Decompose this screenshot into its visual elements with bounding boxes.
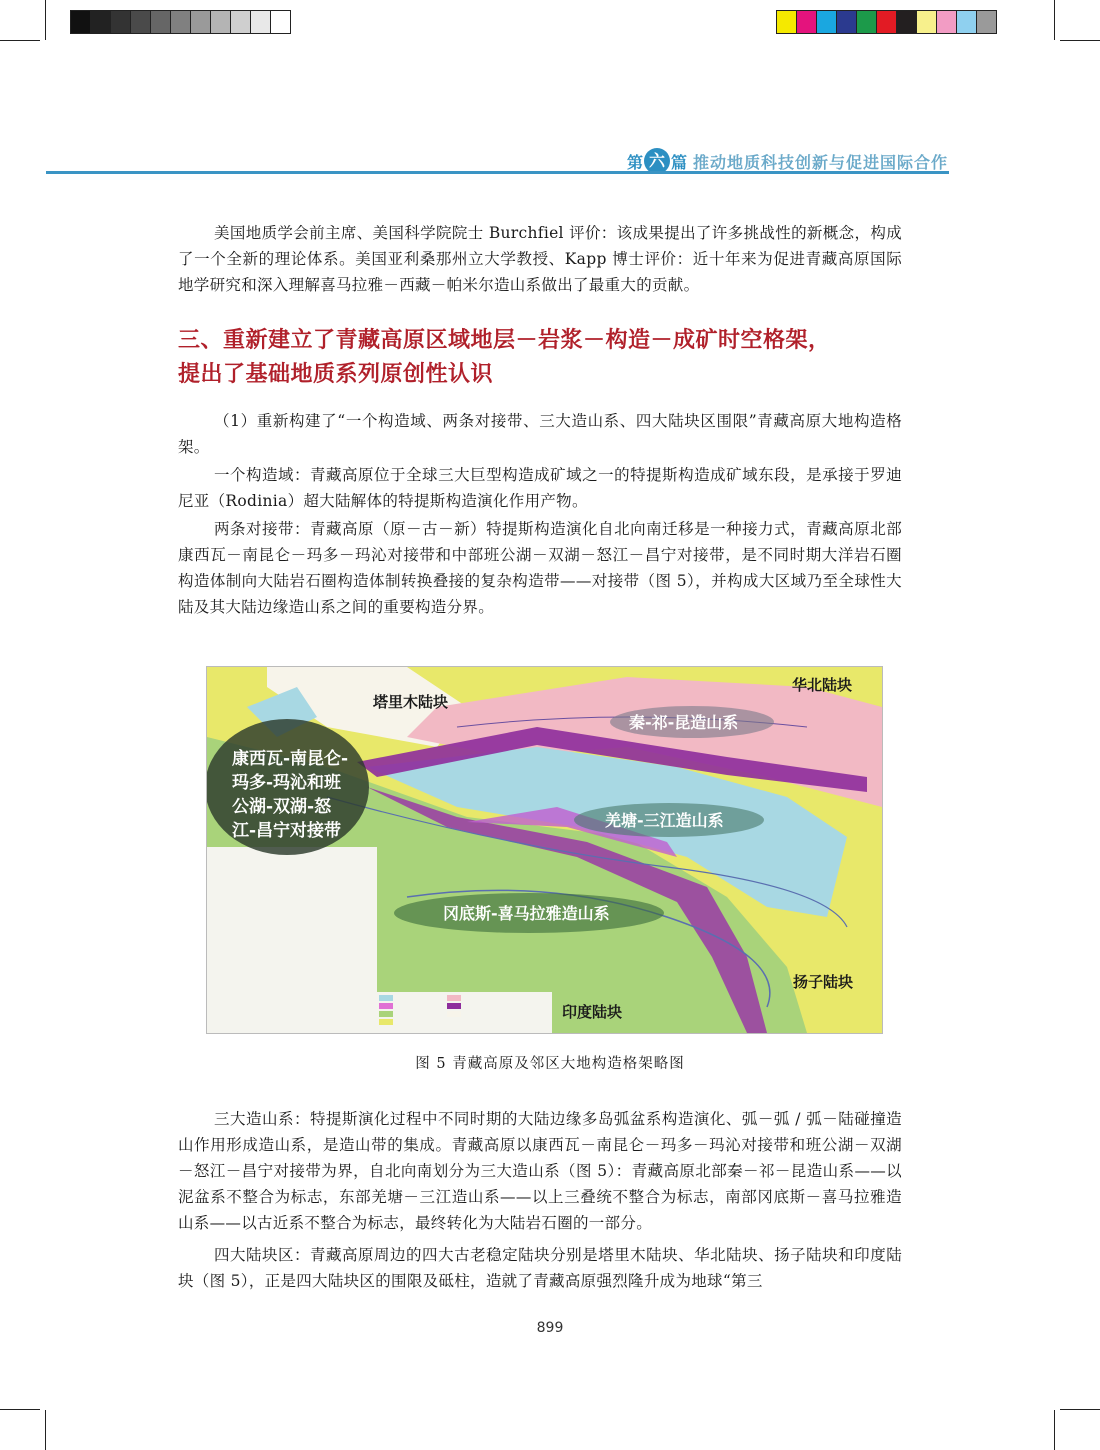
- tectonic-map: [207, 667, 882, 1033]
- crop-mark-tl-v: [45, 0, 46, 40]
- paragraph-framework: （1）重新构建了“一个构造域、两条对接带、三大造山系、四大陆块区围限”青藏高原大地构造格架。: [178, 412, 902, 456]
- tectonic-map-figure: [206, 666, 883, 1034]
- crop-mark-tr-h: [1060, 40, 1100, 41]
- map-legend-left: [207, 847, 377, 1033]
- crop-mark-br-v: [1054, 1410, 1055, 1450]
- section-heading-line1: 三、重新建立了青藏高原区域地层－岩浆－构造－成矿时空格架，: [178, 328, 831, 353]
- crop-mark-tl-h: [0, 40, 40, 41]
- label-suture-line2: 玛多-玛沁和班: [232, 773, 342, 793]
- paragraph-blocks: 四大陆块区：青藏高原周边的四大古老稳定陆块分别是塔里木陆块、华北陆块、扬子陆块和印度陆块（图 5），正是四大陆块区的围限及砥柱，造就了青藏高原强烈隆升成为地球“第三: [178, 1246, 902, 1290]
- page-number: 899: [536, 1320, 564, 1336]
- crop-mark-bl-v: [45, 1410, 46, 1450]
- figure-caption: 图 5 青藏高原及邻区大地构造格架略图: [415, 1056, 685, 1072]
- paragraph-tectonic-domain: 一个构造域：青藏高原位于全球三大巨型构造成矿域之一的特提斯构造成矿域东段，是承接于罗迪尼亚（Rodinia）超大陆解体的特提斯构造演化作用产物。: [178, 466, 902, 510]
- label-suture-line1: 康西瓦-南昆仑-: [232, 749, 349, 769]
- color-bar: [776, 10, 996, 34]
- section-heading: [178, 324, 938, 392]
- paragraph-evaluation: 美国地质学会前主席、美国科学院院士 Burchfiel 评价：该成果提出了许多挑战性的新概念，构成了一个全新的理论体系。美国亚利桑那州立大学教授、Kapp 博士评价：近十年来为促进青藏高原国际地学研究和深入理解喜马拉雅－西藏－帕米尔造山系做出了最重大的贡献。: [178, 224, 902, 294]
- label-yangtze: 扬子陆块: [793, 973, 854, 991]
- label-suture-line3: 公湖-双湖-怒: [232, 797, 332, 817]
- grayscale-bar: [70, 10, 290, 34]
- label-gangdese: 冈底斯-喜马拉雅造山系: [443, 904, 610, 923]
- crop-mark-br-h: [1060, 1409, 1100, 1410]
- chapter-title: 推动地质科技创新与促进国际合作: [692, 152, 948, 172]
- header-rule: [46, 171, 949, 174]
- label-suture-line4: 江-昌宁对接带: [232, 821, 342, 841]
- part-suffix: 篇: [670, 152, 687, 172]
- part-prefix: 第: [626, 152, 643, 172]
- paragraph-suture-zones: 两条对接带：青藏高原（原－古－新）特提斯构造演化自北向南迁移是一种接力式，青藏高原北部康西瓦－南昆仑－玛多－玛沁对接带和中部班公湖－双湖－怒江－昌宁对接带，是不同时期大洋岩石圈构造体制向大陆岩石圈构造体制转换叠接的复杂构造带——对接带（图 5），并构成大区域乃至全球性大陆及其大陆边缘造山系之间的重要构造分界。: [178, 520, 902, 616]
- part-number: 六: [644, 148, 670, 174]
- label-qiangtang: 羌塘-三江造山系: [605, 811, 724, 830]
- label-north-china: 华北陆块: [792, 676, 853, 694]
- paragraph-orogens: 三大造山系：特提斯演化过程中不同时期的大陆边缘多岛弧盆系构造演化、弧－弧 / 弧－陆碰撞造山作用形成造山系，是造山带的集成。青藏高原以康西瓦－南昆仑－玛多－玛沁对接带和班公湖－双湖－怒江－昌宁对接带为界，自北向南划分为三大造山系（图 5）：青藏高原北部秦－祁－昆造山系——以泥盆系不整合为标志，东部羌塘－三江造山系——以上三叠统不整合为标志，南部冈底斯－喜马拉雅造山系——以古近系不整合为标志，最终转化为大陆岩石圈的一部分。: [178, 1110, 902, 1232]
- label-india: 印度陆块: [562, 1003, 623, 1021]
- map-legend-bottom: [377, 992, 552, 1033]
- crop-mark-tr-v: [1054, 0, 1055, 40]
- label-qinqikun: 秦-祁-昆造山系: [629, 713, 739, 732]
- section-heading-line2: 提出了基础地质系列原创性认识: [178, 362, 494, 387]
- crop-mark-bl-h: [0, 1409, 40, 1410]
- label-tarim: 塔里木陆块: [373, 693, 449, 711]
